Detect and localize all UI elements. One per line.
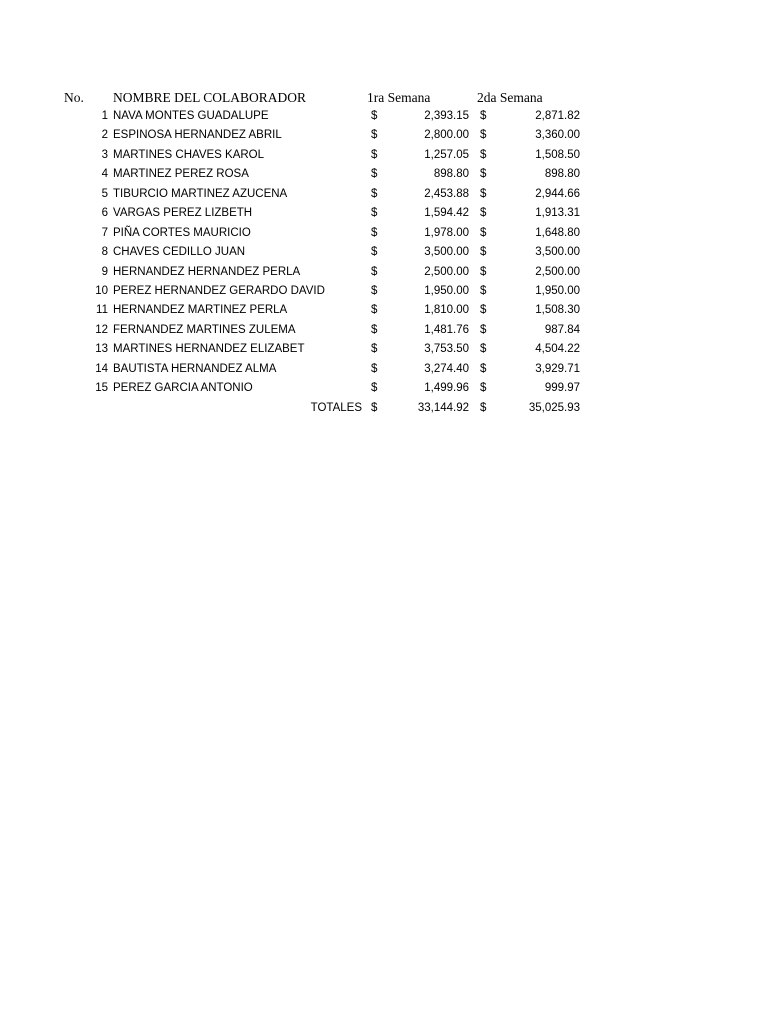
row-number: 12 (95, 323, 108, 336)
currency-symbol: $ (480, 284, 487, 297)
currency-symbol: $ (371, 284, 378, 297)
row-number: 1 (101, 110, 108, 122)
header-name: NOMBRE DEL COLABORADOR (113, 90, 307, 105)
row-number: 4 (101, 168, 108, 181)
table-row (0, 282, 768, 301)
header-week1: 1ra Semana (367, 90, 431, 105)
week1-amount: 1,978.00 (424, 226, 469, 239)
currency-symbol: $ (480, 129, 487, 142)
row-number: 10 (95, 284, 108, 297)
table-row (0, 107, 768, 126)
week2-amount: 2,944.66 (535, 187, 580, 200)
totals-row (0, 399, 768, 418)
currency-symbol: $ (480, 362, 487, 375)
week1-amount: 1,499.96 (424, 382, 469, 395)
collaborator-name: PIÑA CORTES MAURICIO (113, 226, 251, 239)
week2-amount: 3,500.00 (535, 246, 580, 259)
week2-amount: 1,950.00 (535, 284, 580, 297)
currency-symbol: $ (371, 148, 378, 161)
row-number: 2 (101, 129, 108, 142)
week2-amount: 3,360.00 (535, 129, 580, 142)
currency-symbol: $ (371, 129, 378, 142)
currency-symbol: $ (480, 168, 487, 181)
collaborator-name: MARTINES CHAVES KAROL (113, 148, 265, 161)
week2-amount: 4,504.22 (535, 343, 580, 356)
payroll-table (0, 107, 768, 418)
currency-symbol: $ (371, 207, 378, 220)
week2-amount: 898.80 (544, 168, 580, 181)
week1-amount: 1,810.00 (424, 304, 469, 317)
week1-amount: 898.80 (433, 168, 469, 181)
currency-symbol: $ (371, 226, 378, 239)
table-row (0, 321, 768, 340)
currency-symbol: $ (480, 226, 487, 239)
collaborator-name: HERNANDEZ HERNANDEZ PERLA (113, 265, 301, 278)
row-number: 5 (101, 187, 108, 200)
collaborator-name: MARTINES HERNANDEZ ELIZABET (113, 343, 305, 356)
week2-amount: 1,913.31 (535, 207, 580, 220)
currency-symbol: $ (371, 265, 378, 278)
week2-amount: 2,500.00 (535, 265, 580, 278)
week1-amount: 2,800.00 (424, 129, 469, 142)
currency-symbol: $ (371, 382, 378, 395)
week1-amount: 1,594.42 (424, 207, 469, 220)
collaborator-name: HERNANDEZ MARTINEZ PERLA (113, 304, 288, 317)
currency-symbol: $ (371, 362, 378, 375)
currency-symbol: $ (371, 401, 378, 414)
currency-symbol: $ (480, 148, 487, 161)
currency-symbol: $ (480, 187, 487, 200)
week2-amount: 3,929.71 (535, 362, 580, 375)
table-row (0, 340, 768, 359)
table-row (0, 360, 768, 379)
week2-amount: 2,871.82 (535, 110, 580, 122)
row-number: 11 (96, 304, 108, 317)
row-number: 7 (101, 226, 108, 239)
currency-symbol: $ (371, 304, 378, 317)
table-row (0, 379, 768, 398)
week2-amount: 999.97 (544, 382, 580, 395)
week2-amount: 1,508.50 (535, 148, 580, 161)
currency-symbol: $ (371, 168, 378, 181)
collaborator-name: ESPINOSA HERNANDEZ ABRIL (113, 129, 282, 142)
collaborator-name: FERNANDEZ MARTINES ZULEMA (113, 323, 296, 336)
week2-total: 35,025.93 (528, 401, 580, 414)
table-row (0, 146, 768, 165)
week1-amount: 3,753.50 (424, 343, 469, 356)
week1-amount: 1,481.76 (424, 323, 469, 336)
currency-symbol: $ (480, 382, 487, 395)
week1-amount: 1,950.00 (424, 284, 469, 297)
table-row (0, 263, 768, 282)
currency-symbol: $ (371, 343, 378, 356)
collaborator-name: TIBURCIO MARTINEZ AZUCENA (113, 187, 288, 200)
table-row (0, 224, 768, 243)
collaborator-name: PEREZ HERNANDEZ GERARDO DAVID (113, 284, 325, 297)
week1-amount: 2,393.15 (424, 110, 469, 122)
currency-symbol: $ (371, 187, 378, 200)
week1-total: 33,144.92 (417, 401, 469, 414)
week1-amount: 3,500.00 (424, 246, 469, 259)
row-number: 8 (101, 246, 108, 259)
currency-symbol: $ (371, 323, 378, 336)
currency-symbol: $ (480, 246, 487, 259)
week1-amount: 2,453.88 (424, 187, 469, 200)
week2-amount: 1,508.30 (535, 304, 580, 317)
week2-amount: 987.84 (544, 323, 580, 336)
currency-symbol: $ (480, 265, 487, 278)
row-number: 3 (101, 148, 108, 161)
header-no: No. (64, 90, 84, 105)
table-row (0, 301, 768, 320)
table-row (0, 243, 768, 262)
week2-amount: 1,648.80 (535, 226, 580, 239)
currency-symbol: $ (480, 304, 487, 317)
collaborator-name: VARGAS PEREZ LIZBETH (113, 207, 253, 220)
header-week2: 2da Semana (477, 90, 543, 105)
week1-amount: 3,274.40 (424, 362, 469, 375)
week1-amount: 2,500.00 (424, 265, 469, 278)
table-row (0, 204, 768, 223)
collaborator-name: MARTINEZ PEREZ ROSA (113, 168, 249, 181)
collaborator-name: PEREZ GARCIA ANTONIO (113, 382, 253, 395)
row-number: 13 (95, 343, 108, 356)
table-row (0, 165, 768, 184)
collaborator-name: CHAVES CEDILLO JUAN (113, 246, 246, 259)
currency-symbol: $ (480, 323, 487, 336)
currency-symbol: $ (480, 401, 487, 414)
currency-symbol: $ (480, 110, 487, 122)
table-row (0, 126, 768, 145)
week1-amount: 1,257.05 (424, 148, 469, 161)
row-number: 15 (95, 382, 108, 395)
currency-symbol: $ (480, 343, 487, 356)
currency-symbol: $ (480, 207, 487, 220)
table-row (0, 185, 768, 204)
row-number: 6 (101, 207, 108, 220)
row-number: 9 (101, 265, 108, 278)
currency-symbol: $ (371, 110, 378, 122)
row-number: 14 (95, 362, 108, 375)
collaborator-name: BAUTISTA HERNANDEZ ALMA (113, 362, 277, 375)
currency-symbol: $ (371, 246, 378, 259)
totals-label: TOTALES (310, 401, 362, 414)
collaborator-name: NAVA MONTES GUADALUPE (113, 110, 269, 122)
